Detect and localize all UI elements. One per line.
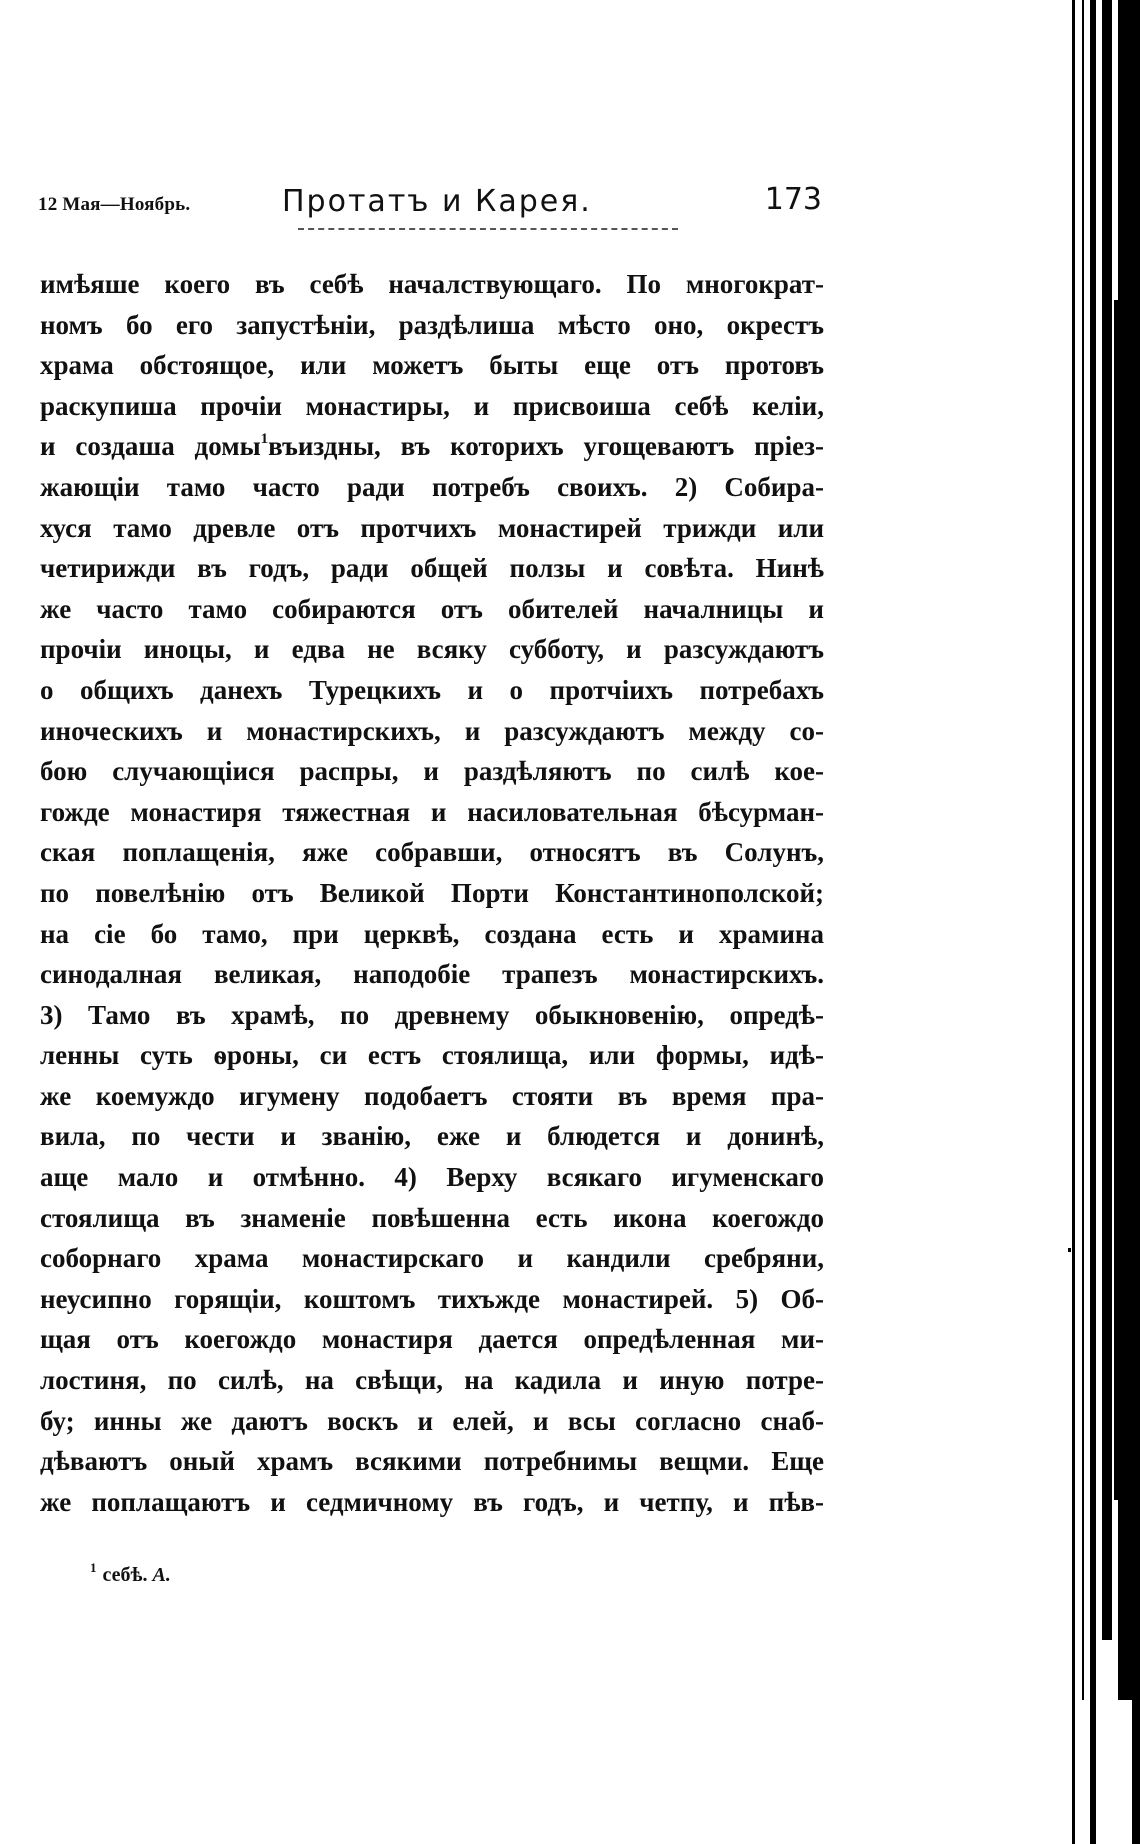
text-line: на сіе бо тамо, при церквѣ, создана есть и храмина xyxy=(40,918,824,949)
text-line: раскупиша прочіи монастиры, и присвоиша себѣ келіи, xyxy=(40,390,824,421)
footnote-text: себѣ. xyxy=(102,1564,148,1586)
text-line: синодалная великая, наподобіе трапезъ монастирскихъ. xyxy=(40,959,824,990)
text-line: гождe монастиря тяжестная и насиловательная бѣсурман- xyxy=(40,796,824,827)
text-line-end: въиздны, въ которихъ угощеваютъ пріез- xyxy=(268,431,824,462)
text-line: четирижди въ годъ, ради общей ползы и совѣта. Нинѣ xyxy=(40,553,824,584)
edge-bar xyxy=(1102,0,1112,1640)
text-line: по повелѣнію отъ Великой Порти Константинополской; xyxy=(40,877,824,908)
text-line: ленны суть ѳроны, си естъ стоялища, или формы, идѣ- xyxy=(40,1040,824,1071)
text-line: же часто тамо собираются отъ обителей началницы и xyxy=(40,593,824,624)
text-line: же коемуждо игумену подобаетъ стояти въ время пра- xyxy=(40,1080,824,1111)
footnote xyxy=(90,1560,171,1587)
text-line: жающіи тамо часто ради потребъ своихъ. 2) Собира- xyxy=(40,471,824,502)
edge-bar xyxy=(1114,300,1118,1500)
text-line: иноческихъ и монастирскихъ, и разсуждаютъ между со- xyxy=(40,715,824,746)
text-line: вила, по чести и званію, еже и блюдется и донинѣ, xyxy=(40,1121,824,1152)
scan-binding-edge xyxy=(1068,0,1140,1844)
text-line: лостиня, по силѣ, на свѣщи, на кадила и иную потре- xyxy=(40,1365,824,1396)
header-date-range: 12 Мая—Ноябрь. xyxy=(38,194,191,215)
text-line: соборнаго храма монастирскаго и кандили сребряни, xyxy=(40,1243,824,1274)
text-line: бу; инны же даютъ воскъ и елей, и всы согласно снаб- xyxy=(40,1405,824,1436)
edge-bar xyxy=(1090,0,1096,1844)
text-line: прочіи иноцы, и едва не всяку субботу, и разсуждаютъ xyxy=(40,634,824,665)
text-line: неусипно горящіи, коштомъ тихъжде монастирей. 5) Об- xyxy=(40,1283,824,1314)
text-line: номъ бо его запустѣніи, раздѣлиша мѣсто оно, окрестъ xyxy=(40,309,824,340)
footnote-reference: 1 xyxy=(260,431,269,448)
edge-bar xyxy=(1118,0,1132,1700)
text-line: же поплащаютъ и седмичному въ годъ, и четпу, и пѣв- xyxy=(40,1486,824,1517)
footnote-source: А. xyxy=(152,1564,171,1586)
text-line: аще мало и отмѣнно. 4) Верху всякаго игуменскаго xyxy=(40,1162,824,1193)
text-line: щая отъ коегождо монастиря дается опредѣленная ми- xyxy=(40,1324,824,1355)
text-line: стоялища въ знаменіе повѣшенна есть икона коегождо xyxy=(40,1202,824,1233)
text-line: бою случающіися распры, и раздѣляютъ по силѣ кое- xyxy=(40,756,824,787)
text-line: храма обстоящое, или можетъ быты еще отъ протовъ xyxy=(40,350,824,381)
body-text xyxy=(40,264,824,1563)
text-line: имѣяше коего въ себѣ началствующаго. По многократ- xyxy=(40,269,824,299)
text-line: 3) Тамо въ храмѣ, по древнему обыкновенію, опредѣ- xyxy=(40,999,824,1030)
footnote-marker: 1 xyxy=(90,1560,97,1575)
edge-bar xyxy=(1132,0,1140,1844)
text-line: дѣваютъ оный храмъ всякими потребнимы вещми. Еще xyxy=(40,1446,824,1477)
edge-bar xyxy=(1082,0,1084,1700)
edge-bar xyxy=(1068,1248,1071,1252)
page-number: 173 xyxy=(764,182,822,217)
text-line-start: и создаша домы xyxy=(40,431,261,462)
text-line: ская поплащенія, яже собравши, относятъ въ Солунъ, xyxy=(40,837,824,868)
edge-bar xyxy=(1072,0,1075,1844)
text-line xyxy=(40,1522,824,1563)
text-line: о общихъ данехъ Турецкихъ и о протчіихъ потребахъ xyxy=(40,674,824,705)
text-line xyxy=(40,426,824,467)
header-title: Протатъ и Карея. xyxy=(282,184,592,219)
header-rule xyxy=(298,228,678,230)
text-line: хуся тамо древле отъ протчихъ монастирей трижди или xyxy=(40,512,824,543)
running-header xyxy=(38,184,822,224)
